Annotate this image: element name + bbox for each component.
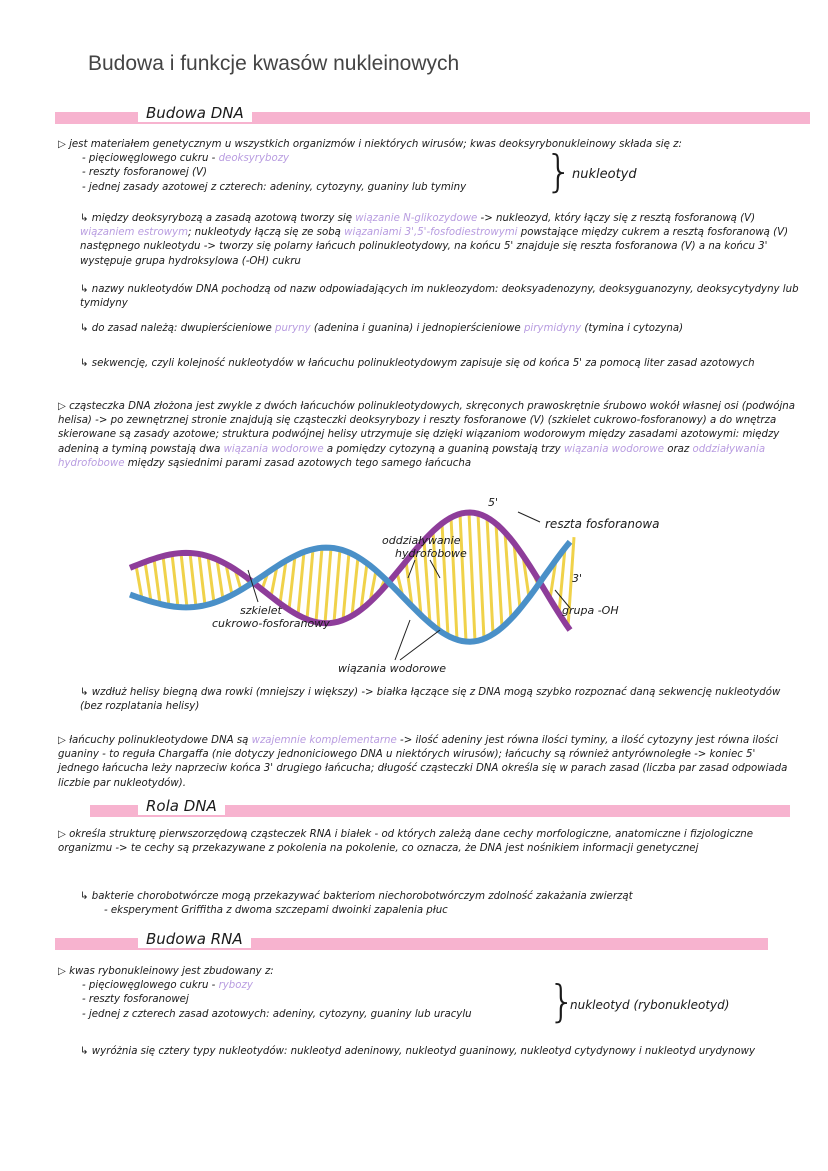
base-pair-rung <box>415 551 421 616</box>
highlight: rybozy <box>218 980 253 992</box>
text: - jednej z czterech zasad azotowych: adeniny, cytozyny, guaniny lub uracylu <box>82 1008 472 1020</box>
text: ↳ między deoksyrybozą a zasadą azotową tworzy się <box>80 213 356 224</box>
label-hydrophobic: oddziaływanie <box>382 534 461 547</box>
dna-helix-diagram <box>0 490 828 680</box>
base-pair-rung <box>460 514 466 642</box>
base-pair-rung <box>316 548 322 622</box>
highlight: wiązania wodorowe <box>223 443 324 455</box>
base-pair-rung <box>496 524 502 628</box>
base-pair-rung <box>469 513 475 642</box>
label-5-prime: 5' <box>488 496 499 509</box>
highlight: wiązanie N-glikozydowe <box>355 213 478 224</box>
text: -> nukleozyd, który łączy się z resztą fosforanową (V) <box>477 213 756 224</box>
base-pair-rung <box>208 556 214 603</box>
base-pair-rung <box>307 549 313 619</box>
highlight: puryny <box>275 323 311 334</box>
base-pair-rung <box>217 560 223 600</box>
base-pair-rung <box>334 549 340 622</box>
nucleotide-names: ↳ nazwy nukleotydów DNA pochodzą od nazw odpowiadających im nukleozydom: deoksyadenozyny, deoksyguanozyny, deoksycytydyny lub tymidyny <box>80 284 799 310</box>
highlight: oddziaływania hydrofobowe <box>58 443 766 469</box>
base-pair-rung <box>487 517 493 634</box>
section-heading-dna-role: Rola DNA <box>138 797 225 815</box>
text: ; nukleotydy łączą się ze sobą <box>188 227 345 239</box>
bases-paragraph <box>80 322 810 336</box>
text: ↳ bakterie chorobotwórcze mogą przekazywać bakteriom niechorobotwórczym zdolność zakażania zwierząt <box>80 891 633 902</box>
section-heading-rna-structure: Budowa RNA <box>138 930 251 948</box>
highlight: wiązaniem estrowym <box>80 227 188 239</box>
double-helix-paragraph <box>58 400 798 471</box>
base-pair-rung <box>352 557 358 616</box>
text: - pięciowęglowego cukru - <box>82 980 219 992</box>
text: (tymina i cytozyna) <box>581 323 684 334</box>
text: - reszty fosforanowej <box>82 994 189 1006</box>
base-pair-rung <box>172 554 178 607</box>
rna-composition <box>58 965 578 1027</box>
text: ▷ łańcuchy polinukleotydowe DNA są <box>58 735 252 746</box>
text: a pomiędzy cytozyną a guaniną powstają trzy <box>323 443 564 455</box>
text: -> ilość adeniny jest równa ilości tyminy, a ilość cytozyny jest równa ilości guaniny - to reguła Chargaffa (nie dotyczy jednoniciowego DNA u niektórych wirusów); łańcuchy są również antyrównoległe -> koniec 5' jednego łańcucha leży naprzeciw końca 3' drugiego łańcucha; długość cząsteczki DNA określa się w parach zasad (liczba par zasad odpowiada liczbie par nukleotydów). <box>58 735 788 789</box>
base-pair-rung <box>343 553 349 621</box>
base-pair-rung <box>136 565 142 598</box>
base-pair-rung <box>163 556 169 606</box>
label-hydrogen-bonds: wiązania wodorowe <box>338 662 447 675</box>
label-oh-group: grupa -OH <box>562 604 619 617</box>
label-backbone: cukrowo-fosforanowy <box>212 617 330 630</box>
text: ▷ jest materiałem genetycznym u wszystkich organizmów i niektórych wirusów; kwas deoksyrybonukleinowy składa się z: <box>58 139 682 150</box>
text: - jednej zasady azotowej z czterech: adeniny, cytozyny, guaniny lub tyminy <box>82 181 467 193</box>
text: między sąsiednimi parami zasad azotowych tego samego łańcucha <box>124 457 472 469</box>
dna-composition <box>58 138 818 195</box>
text: - eksperyment Griffitha z dwoma szczepami dwoinki zapalenia płuc <box>104 905 448 917</box>
brace-label: nukleotyd (rybonukleotyd) <box>570 998 730 1012</box>
text: ↳ do zasad należą: dwupierścieniowe <box>80 323 275 334</box>
highlight: pirymidyny <box>523 323 582 334</box>
sequence-paragraph: ↳ sekwencję, czyli kolejność nukleotydów w łańcuchu polinukleotydowym zapisuje się od końca 5' za pomocą liter zasad azotowych <box>80 358 755 369</box>
base-pair-rung <box>154 559 160 604</box>
label-backbone: szkielet <box>240 604 282 617</box>
text: ▷ kwas rybonukleinowy jest zbudowany z: <box>58 966 274 977</box>
complementarity-paragraph <box>58 734 798 791</box>
grooves-paragraph: ↳ wzdłuż helisy biegną dwa rowki (mniejszy i większy) -> białka łączące się z DNA mogą szybko rozpoznać daną sekwencję nukleotydów (bez rozplatania helisy) <box>80 687 781 713</box>
bonds-paragraph <box>80 212 800 269</box>
base-pair-rung <box>199 554 205 605</box>
base-pair-rung <box>181 553 187 607</box>
section-heading-dna-structure: Budowa DNA <box>138 104 252 122</box>
role-paragraph: ▷ określa strukturę pierwszorzędową cząsteczek RNA i białek - od których zależą dane cechy morfologiczne, anatomiczne i fizjologiczne organizmu -> te cechy są przekazywane z pokolenia na pokolenie, co oznacza, że DNA jest nośnikiem informacji genetycznej <box>58 829 754 855</box>
highlight: wiązania wodorowe <box>563 443 664 455</box>
nucleotide-types: ↳ wyróżnia się cztery typy nukleotydów: nukleotyd adeninowy, nukleotyd guaninowy, nukleotyd cytydynowy i nukleotyd urydynowy <box>80 1046 756 1057</box>
label-phosphate: reszta fosforanowa <box>545 517 660 531</box>
highlight: deoksyrybozy <box>218 153 290 165</box>
text: (adenina i guanina) i jednopierścieniowe <box>310 323 524 334</box>
label-hydrophobic: hydrofobowe <box>395 547 467 560</box>
brace-label: nukleotyd <box>572 167 637 182</box>
text: - reszty fosforanowej (V) <box>82 167 207 179</box>
label-3-prime: 3' <box>572 572 583 585</box>
base-pair-rung <box>289 556 295 610</box>
strand-a <box>130 513 570 631</box>
page-title: Budowa i funkcje kwasów nukleinowych <box>88 52 460 75</box>
base-pair-rung <box>190 553 196 607</box>
text: - pięciowęglowego cukru - <box>82 153 219 165</box>
base-pair-rung <box>325 548 331 623</box>
text: oraz <box>663 443 693 455</box>
base-pair-rung <box>478 514 484 639</box>
highlight: wiązaniami 3',5'-fosfodiestrowymi <box>344 227 518 239</box>
text: powstające między cukrem a resztą fosforanową (V) następnego nukleotydu -> tworzy się polarny łańcuch polinukleotydowy, na końcu 5' znajduje się reszta fosforanowa (V) a na końcu 3' występuje grupa hydroksylowa (-OH) cukru <box>80 227 789 267</box>
base-pair-rung <box>505 532 511 619</box>
highlight: wzajemnie komplementarne <box>251 735 397 746</box>
brace-icon: } <box>545 146 573 197</box>
griffith-paragraph <box>80 890 780 918</box>
base-pair-rung <box>298 552 304 615</box>
base-pair-rung <box>145 562 151 602</box>
brace-icon: } <box>548 976 576 1027</box>
text: ▷ cząsteczka DNA złożona jest zwykle z dwóch łańcuchów polinukleotydowych, skręconych prawoskrętnie śrubowo wokół własnej osi (podwójna helisa) -> po zewnętrznej stronie znajdują się cząsteczki deoksyrybozy i reszty fosforanowe (V) (szkielet cukrowo-fosforanowy) a do wnętrza skierowane są zasady azotowe; struktura podwójnej helisy utrzymuje się dzięki wiązaniom wodorowym między zasadami azotowymi: między adeniną a tyminą powstają dwa <box>58 401 795 455</box>
